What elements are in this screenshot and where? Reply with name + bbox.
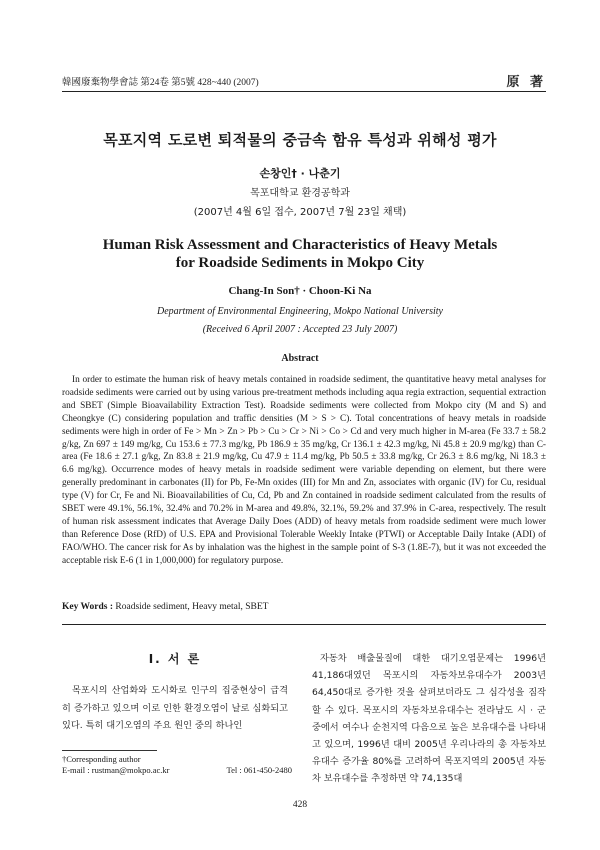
keywords xyxy=(62,602,546,612)
korean-dates: (2007년 4월 6일 접수, 2007년 7월 23일 채택) xyxy=(193,207,407,218)
keywords-label: Key Words : xyxy=(62,602,114,612)
section-heading-introduction: I. 서 론 xyxy=(148,652,202,666)
keywords-rule xyxy=(62,624,546,625)
korean-authors: 손창인† · 나춘기 xyxy=(259,167,341,180)
article-type-label: 原 著 xyxy=(506,75,546,90)
footnote-rule xyxy=(62,750,157,751)
english-dates: (Received 6 April 2007 : Accepted 23 July 2007) xyxy=(202,324,398,335)
header-rule xyxy=(62,91,546,92)
footnote-corresponding: †Corresponding author xyxy=(62,754,141,764)
footnote xyxy=(62,754,292,776)
korean-affiliation: 목포대학교 환경공학과 xyxy=(250,188,350,199)
abstract-body: In order to estimate the human risk of heavy metals contained in roadside sediment, the quantitative heavy metal analyses for roadside sediments were carried out by using various pre-treatment methods including aqua regia extraction, sequential extraction and SBET (Simple Bioavailability Extraction Test). Roadside sediments were collected from Mokpo city (M and S) and Cheongkye (C) considering population and traffic densities (M > S > C). Total concentrations of heavy metals in roadside sediments were high in order of Fe > Mn > Zn > Pb > Cu > Cr > Ni > Co > Cd and very much higher in M-area (Fe 33.7 ± 58.2 g/kg, Zn 697 ± 149 mg/kg, Cu 153.6 ± 77.3 mg/kg, Pb 186.9 ± 35 mg/kg, Cr 136.1 ± 42.3 mg/kg, Ni 45.8 ± 20.9 mg/kg) than C-area (Fe 18.6 ± 27.1 g/kg, Zn 83.8 ± 21.9 mg/kg, Cu 47.9 ± 11.4 mg/kg, Pb 50.5 ± 33.8 mg/kg, Cr 26.3 ± 8.6 mg/kg, Ni 18.3 ± 6.6 mg/kg). Occurrence modes of heavy metals in roadside sediment were variable depending on element, but there were generally predominant in carbonates (II) for Pb, Fe-Mn oxides (III) for Mn and Zn, associates with organic (IV) for Cu, residual type (V) for Cr, Fe and Ni. Bioavailabilities of Cu, Cd, Pb and Zn contained in roadside sediment calculated from the results of SBET were 49.1%, 56.1%, 32.4% and 70.2% in M-area and 49.8%, 32.1%, 59.2% and 37.9% in C-area, respectively. The result of human risk assessment indicates that Average Daily Does (ADD) of heavy metals from roadside sediment were much lower than Reference Dose (RfD) of U.S. EPA and Provisional Tolerable Weekly Intake (PTWI) or Acceptable Daily Intake (ADI) of FAO/WHO. The cancer risk for As by inhalation was the highest in the sample point of S-3 (1.8E-7), but it was not exceeded the acceptable risk E-6 (1 in 1,000,000) for regulatory purpose. xyxy=(62,375,546,566)
korean-title: 목포지역 도로변 퇴적물의 중금속 함유 특성과 위해성 평가 xyxy=(103,131,497,149)
intro-right-column: 자동차 배출물질에 대한 대기오염문제는 1996년 41,186대였던 목포시의 자동차보유대수가 2003년 64,450대로 증가한 것을 살펴보더라도 그 심각성을 짐작할 수 있다. 목포시의 자동차보유대수는 전라남도 시 · 군 중에서 여수나 순천지역 다음으로 높은 보유대수를 나타내고 있으며, 1996년 대비 2005년 우리나라의 총 자동차보유대수 증가율 80%를 고려하여 목포지역의 2005년 자동차 보유대수를 추정하면 약 74,135대 xyxy=(312,653,546,785)
english-title xyxy=(40,236,560,272)
english-title-line1: Human Risk Assessment and Characteristics of Heavy Metals xyxy=(102,237,498,253)
running-header xyxy=(62,74,546,88)
footnote-contact xyxy=(62,765,292,776)
english-title-line2: for Roadside Sediments in Mokpo City xyxy=(175,255,425,271)
footnote-email: E-mail : rustman@mokpo.ac.kr xyxy=(62,765,170,775)
abstract-heading: Abstract xyxy=(281,353,319,364)
footnote-tel: Tel : 061-450-2480 xyxy=(226,765,292,775)
keywords-text: Roadside sediment, Heavy metal, SBET xyxy=(115,602,269,612)
journal-info: 韓國廢棄物學會誌 第24卷 第5號 428~440 (2007) xyxy=(62,78,259,88)
intro-left-column: 목포시의 산업화와 도시화로 인구의 집중현상이 급격히 증가하고 있으며 이로 인한 환경오염이 날로 심화되고 있다. 특히 대기오염의 주요 원인 중의 하나인 xyxy=(62,685,288,731)
page-number: 428 xyxy=(292,800,308,810)
english-affiliation: Department of Environmental Engineering, Mokpo National University xyxy=(157,306,443,317)
english-authors: Chang-In Son† · Choon-Ki Na xyxy=(228,285,372,297)
